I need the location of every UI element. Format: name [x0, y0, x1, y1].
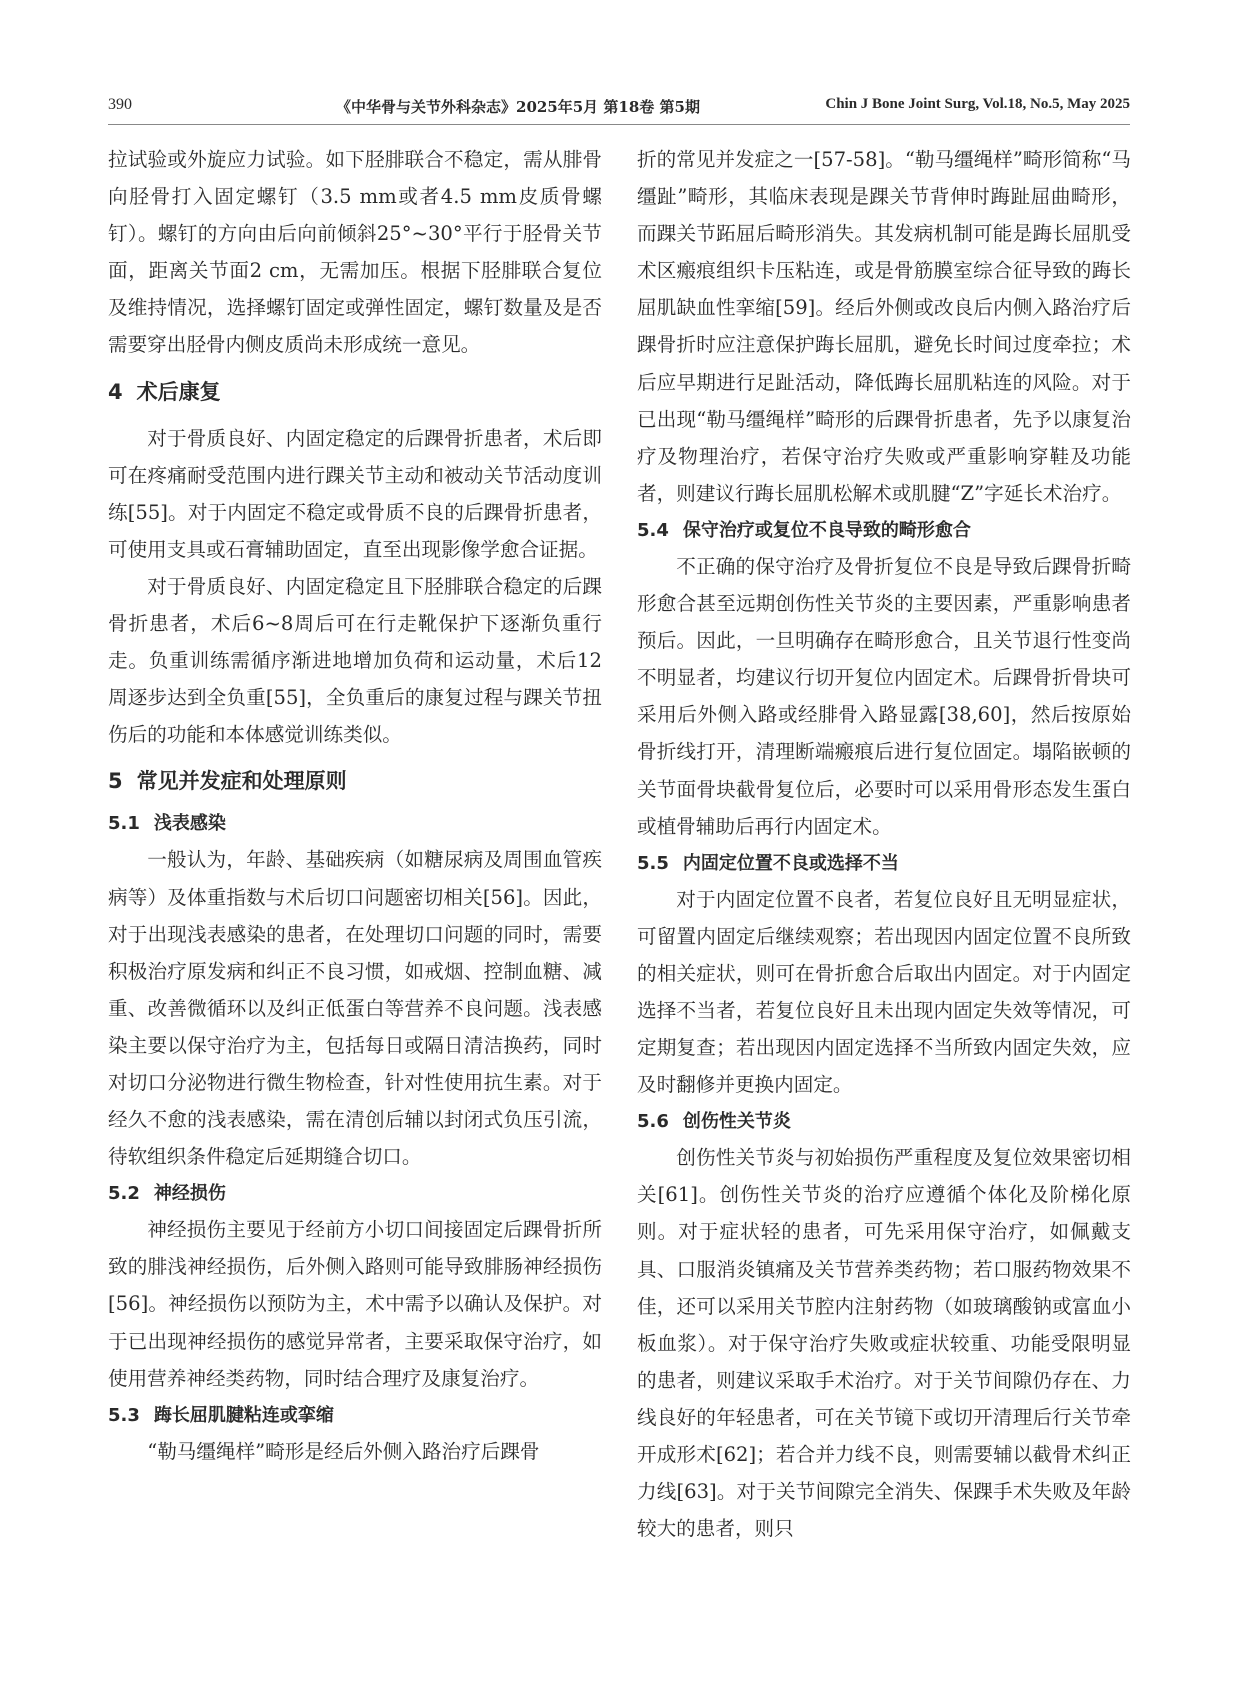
- subsection-number: 5.2: [108, 1183, 140, 1205]
- paragraph: 对于内固定位置不良者，若复位良好且无明显症状，可留置内固定后继续观察；若出现因内固定位置不良所致的相关症状，则可在骨折愈合后取出内固定。对于内固定选择不当者，若复位良好且未出现内固定失效等情况，可定期复查；若出现因内固定选择不当所致内固定失效，应及时翻修并更换内固定。: [637, 887, 1131, 1097]
- subsection-heading-5-2: [108, 1179, 602, 1209]
- journal-title-cn: 《中华骨与关节外科杂志》2025年5月 第18卷 第5期: [336, 98, 700, 116]
- paragraph: 创伤性关节炎与初始损伤严重程度及复位效果密切相关[61]。创伤性关节炎的治疗应遵循个体化及阶梯化原则。对于症状轻的患者，可先采用保守治疗，如佩戴支具、口服消炎镇痛及关节营养类药物；若口服药物效果不佳，还可以采用关节腔内注射药物（如玻璃酸钠或富血小板血浆）。对于保守治疗失败或症状较重、功能受限明显的患者，则建议采取手术治疗。对于关节间隙仍存在、力线良好的年轻患者，可在关节镜下或切开清理后行关节牵开成形术[62]；若合并力线不良，则需要辅以截骨术纠正力线[63]。对于关节间隙完全消失、保踝手术失败及年龄较大的患者，则只: [637, 1146, 1131, 1541]
- subsection-heading-5-4: [637, 516, 1131, 546]
- subsection-number: 5.6: [637, 1111, 669, 1133]
- subsection-heading-5-3: [108, 1401, 602, 1431]
- subsection-number: 5.4: [637, 519, 669, 541]
- subsection-title: 神经损伤: [153, 1183, 226, 1205]
- paragraph: 拉试验或外旋应力试验。如下胫腓联合不稳定，需从腓骨向胫骨打入固定螺钉（3.5 mm或者4.5 mm皮质骨螺钉）。螺钉的方向由后向前倾斜25°~30°平行于胫骨关节面，距离关节面2 cm，无需加压。根据下胫腓联合复位及维持情况，选择螺钉固定或弹性固定，螺钉数量及是否需要穿出胫骨内侧皮质尚未形成统一意见。: [108, 148, 602, 357]
- section-heading-4: [108, 378, 602, 406]
- journal-title-en: Chin J Bone Joint Surg, Vol.18, No.5, May 2025: [825, 96, 1130, 112]
- subsection-heading-5-6: [637, 1107, 1131, 1137]
- header-rule: [108, 124, 1130, 125]
- paragraph: “勒马缰绳样”畸形是经后外侧入路治疗后踝骨: [147, 1439, 540, 1463]
- subsection-title: 踇长屈肌腱粘连或挛缩: [153, 1404, 334, 1426]
- subsection-number: 5.3: [108, 1404, 140, 1426]
- subsection-title: 浅表感染: [153, 813, 226, 835]
- section-title: 常见并发症和处理原则: [136, 769, 347, 794]
- subsection-title: 保守治疗或复位不良导致的畸形愈合: [682, 519, 971, 541]
- left-column: [108, 141, 602, 1470]
- paragraph: 一般认为，年龄、基础疾病（如糖尿病及周围血管疾病等）及体重指数与术后切口问题密切相关[56]。因此，对于出现浅表感染的患者，在处理切口问题的同时，需要积极治疗原发病和纠正不良习惯，如戒烟、控制血糖、减重、改善微循环以及纠正低蛋白等营养不良问题。浅表感染主要以保守治疗为主，包括每日或隔日清洁换药，同时对切口分泌物进行微生物检查，针对性使用抗生素。对于经久不愈的浅表感染，需在清创后辅以封闭式负压引流，待软组织条件稳定后延期缝合切口。: [108, 848, 602, 1169]
- paragraph: 神经损伤主要见于经前方小切口间接固定后踝骨折所致的腓浅神经损伤，后外侧入路则可能导致腓肠神经损伤[56]。神经损伤以预防为主，术中需予以确认及保护。对于已出现神经损伤的感觉异常者，主要采取保守治疗，如使用营养神经类药物，同时结合理疗及康复治疗。: [108, 1218, 602, 1390]
- right-column: [637, 141, 1131, 1547]
- subsection-title: 内固定位置不良或选择不当: [682, 852, 899, 874]
- subsection-number: 5.5: [637, 852, 669, 874]
- paragraph: 对于骨质良好、内固定稳定的后踝骨折患者，术后即可在疼痛耐受范围内进行踝关节主动和被动关节活动度训练[55]。对于内固定不稳定或骨质不良的后踝骨折患者，可使用支具或石膏辅助固定，直至出现影像学愈合证据。: [108, 426, 602, 561]
- paragraph: 对于骨质良好、内固定稳定且下胫腓联合稳定的后踝骨折患者，术后6~8周后可在行走靴保护下逐渐负重行走。负重训练需循序渐进地增加负荷和运动量，术后12周逐步达到全负重[55]，全负重后的康复过程与踝关节扭伤后的功能和本体感觉训练类似。: [108, 574, 602, 747]
- section-number: 4: [108, 379, 123, 404]
- subsection-heading-5-1: [108, 809, 602, 839]
- section-title: 术后康复: [136, 379, 221, 404]
- paragraph: 不正确的保守治疗及骨折复位不良是导致后踝骨折畸形愈合甚至远期创伤性关节炎的主要因素，严重影响患者预后。因此，一旦明确存在畸形愈合，且关节退行性变尚不明显者，均建议行切开复位内固定术。后踝骨折骨块可采用后外侧入路或经腓骨入路显露[38,60]，然后按原始骨折线打开，清理断端瘢痕后进行复位固定。塌陷嵌顿的关节面骨块截骨复位后，必要时可以采用骨形态发生蛋白或植骨辅助后再行内固定术。: [637, 554, 1131, 838]
- page-number: 390: [108, 96, 132, 113]
- subsection-title: 创伤性关节炎: [682, 1111, 791, 1133]
- running-header: [108, 92, 1130, 122]
- paragraph: 折的常见并发症之一[57-58]。“勒马缰绳样”畸形简称“马缰趾”畸形，其临床表现是踝关节背伸时踇趾屈曲畸形，而踝关节跖屈后畸形消失。其发病机制可能是踇长屈肌受术区瘢痕组织卡压粘连，或是骨筋膜室综合征导致的踇长屈肌缺血性挛缩[59]。经后外侧或改良后内侧入路治疗后踝骨折时应注意保护踇长屈肌，避免长时间过度牵拉；术后应早期进行足趾活动，降低踇长屈肌粘连的风险。对于已出现“勒马缰绳样”畸形的后踝骨折患者，先予以康复治疗及物理治疗，若保守治疗失败或严重影响穿鞋及功能者，则建议行踇长屈肌松解术或肌腱“Z”字延长术治疗。: [637, 148, 1131, 505]
- subsection-number: 5.1: [108, 813, 140, 835]
- section-number: 5: [108, 769, 123, 794]
- section-heading-5: [108, 767, 602, 795]
- subsection-heading-5-5: [637, 849, 1131, 879]
